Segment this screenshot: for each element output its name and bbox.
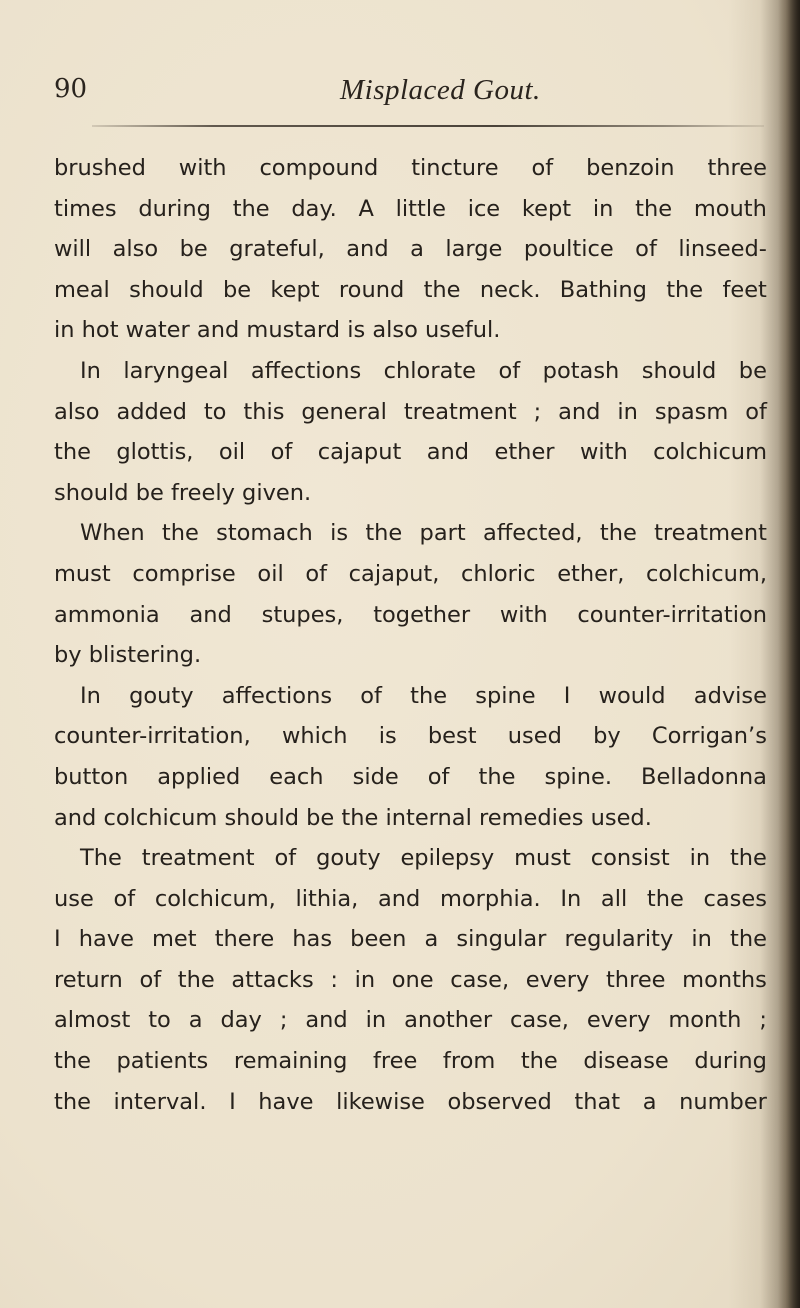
- text-line: [54, 270, 767, 311]
- word: the: [232, 195, 270, 222]
- word: the: [729, 845, 767, 872]
- word: ;: [533, 398, 542, 425]
- word: every: [525, 966, 590, 993]
- word: should: [641, 357, 717, 384]
- word: lithia,: [295, 885, 359, 912]
- page-header: [0, 74, 800, 114]
- word: of: [531, 155, 554, 181]
- page-number: 90: [54, 74, 88, 104]
- word: gouty: [316, 845, 381, 872]
- word: ;: [759, 1007, 767, 1034]
- word: of: [360, 682, 382, 709]
- word: of: [274, 845, 297, 872]
- paragraph-first-line: [54, 513, 767, 554]
- word: linseed-: [678, 236, 767, 263]
- word: chlorate: [383, 357, 477, 384]
- word: the: [54, 439, 91, 466]
- word: be: [738, 357, 767, 384]
- word: three: [707, 155, 767, 181]
- word: use: [54, 885, 94, 912]
- word: this: [243, 398, 285, 425]
- word: interval.: [113, 1088, 207, 1115]
- word: met: [152, 926, 197, 953]
- paragraph-first-line: [54, 676, 767, 717]
- word: neck.: [479, 276, 541, 303]
- word: with: [579, 439, 628, 466]
- word: laryngeal: [123, 357, 229, 384]
- word: of: [427, 763, 450, 790]
- word: there: [214, 926, 275, 953]
- word: likewise: [336, 1088, 425, 1115]
- word: attacks: [231, 966, 314, 993]
- word: affections: [221, 682, 333, 709]
- word: colchicum: [653, 439, 767, 466]
- word: all: [600, 885, 628, 912]
- word: Corrigan’s: [651, 723, 767, 750]
- word: affected,: [482, 520, 583, 547]
- word: epilepsy: [400, 845, 495, 872]
- word: ether,: [557, 560, 625, 587]
- word: glottis,: [116, 439, 194, 466]
- text-line: [54, 919, 767, 960]
- text-line: [54, 229, 767, 270]
- text-line: in hot water and mustard is also useful.: [54, 317, 501, 344]
- word: the: [520, 1048, 558, 1075]
- word: ice: [467, 195, 501, 222]
- word: by: [593, 723, 621, 750]
- word: In: [80, 682, 101, 709]
- word: with: [178, 155, 227, 181]
- word: In: [80, 357, 101, 384]
- text-line: [54, 960, 767, 1001]
- text-line: [54, 716, 767, 757]
- word: cases: [703, 885, 767, 912]
- word: is: [330, 520, 349, 547]
- word: mouth: [693, 195, 767, 222]
- word: three: [605, 966, 666, 993]
- word: in: [689, 845, 711, 872]
- word: the: [177, 966, 215, 993]
- word: treatment: [141, 845, 255, 872]
- word: meal: [54, 276, 110, 303]
- text-line: [54, 1041, 767, 1082]
- word: oil: [218, 439, 246, 466]
- word: little: [395, 195, 446, 222]
- word: tincture: [411, 155, 499, 181]
- word: that: [574, 1088, 621, 1115]
- word: added: [116, 398, 187, 425]
- word: spasm: [654, 398, 729, 425]
- word: also: [54, 398, 100, 425]
- paragraph-first-line: [54, 351, 767, 392]
- word: the: [635, 195, 673, 222]
- word: is: [378, 723, 397, 750]
- word: to: [203, 398, 227, 425]
- word: free: [373, 1048, 418, 1075]
- word: In: [560, 885, 582, 912]
- word: side: [352, 763, 399, 790]
- word: affections: [250, 357, 362, 384]
- text-line: [54, 432, 767, 473]
- header-rule: [92, 125, 764, 127]
- word: When: [80, 520, 145, 547]
- text-line: [54, 1082, 767, 1123]
- word: round: [338, 276, 405, 303]
- text-line: [54, 1000, 767, 1041]
- word: the: [478, 763, 516, 790]
- word: almost: [54, 1007, 131, 1034]
- word: would: [598, 682, 666, 709]
- word: has: [292, 926, 333, 953]
- word: gouty: [129, 682, 194, 709]
- word: treatment: [654, 520, 767, 547]
- word: large: [445, 236, 503, 263]
- word: the: [54, 1088, 91, 1115]
- word: the: [161, 520, 199, 547]
- word: and: [558, 398, 601, 425]
- word: should: [129, 276, 204, 303]
- word: remaining: [233, 1048, 348, 1075]
- word: of: [498, 357, 521, 384]
- word: counter-irritation: [577, 601, 767, 628]
- word: colchicum,: [646, 560, 767, 587]
- word: I: [54, 926, 61, 953]
- word: kept: [270, 276, 320, 303]
- word: grateful,: [229, 236, 325, 263]
- word: in: [617, 398, 638, 425]
- word: in: [592, 195, 614, 222]
- word: be: [222, 276, 252, 303]
- word: ;: [279, 1007, 288, 1034]
- word: a: [642, 1088, 657, 1115]
- word: to: [148, 1007, 171, 1034]
- word: and: [377, 885, 421, 912]
- word: cajaput,: [348, 560, 440, 587]
- text-line: [54, 392, 767, 433]
- word: from: [442, 1048, 496, 1075]
- word: observed: [447, 1088, 552, 1115]
- word: a: [188, 1007, 203, 1034]
- word: oil: [257, 560, 284, 587]
- word: must: [514, 845, 571, 872]
- word: which: [281, 723, 348, 750]
- word: kept: [521, 195, 572, 222]
- word: spine: [475, 682, 536, 709]
- word: the: [730, 926, 767, 953]
- word: Belladonna: [641, 763, 767, 790]
- word: feet: [722, 276, 767, 303]
- word: advise: [693, 682, 767, 709]
- word: during: [138, 195, 211, 222]
- word: stomach: [216, 520, 313, 547]
- word: I: [229, 1088, 236, 1115]
- word: colchicum,: [154, 885, 276, 912]
- word: the: [599, 520, 637, 547]
- word: of: [113, 885, 136, 912]
- word: the: [646, 885, 684, 912]
- word: been: [350, 926, 407, 953]
- word: of: [270, 439, 293, 466]
- word: of: [139, 966, 162, 993]
- word: brushed: [54, 155, 146, 181]
- word: in: [365, 1007, 387, 1034]
- word: potash: [542, 357, 620, 384]
- word: the: [666, 276, 704, 303]
- word: must: [54, 560, 111, 587]
- word: be: [179, 236, 208, 263]
- word: part: [419, 520, 466, 547]
- word: and: [189, 601, 232, 628]
- word: ether: [494, 439, 555, 466]
- word: the: [423, 276, 461, 303]
- word: return: [54, 966, 123, 993]
- word: every: [586, 1007, 651, 1034]
- word: day.: [291, 195, 337, 222]
- word: the: [410, 682, 448, 709]
- word: Bathing: [559, 276, 647, 303]
- word: counter-irritation,: [54, 723, 251, 750]
- word: number: [679, 1088, 767, 1115]
- word: also: [112, 236, 159, 263]
- word: month: [668, 1007, 742, 1034]
- word: stupes,: [261, 601, 344, 628]
- word: ammonia: [54, 601, 160, 628]
- word: applied: [157, 763, 241, 790]
- running-title: Misplaced Gout.: [340, 74, 541, 106]
- word: singular: [456, 926, 547, 953]
- word: case,: [510, 1007, 569, 1034]
- word: together: [373, 601, 471, 628]
- word: a: [410, 236, 424, 263]
- word: cajaput: [317, 439, 402, 466]
- word: general: [301, 398, 387, 425]
- word: The: [80, 845, 122, 872]
- text-line: [54, 148, 767, 189]
- word: consist: [590, 845, 670, 872]
- word: compound: [259, 155, 379, 181]
- word: another: [404, 1007, 493, 1034]
- word: the: [54, 1048, 91, 1075]
- word: the: [365, 520, 403, 547]
- word: best: [427, 723, 477, 750]
- word: comprise: [132, 560, 236, 587]
- word: each: [269, 763, 324, 790]
- paragraph-first-line: [54, 838, 767, 879]
- word: in: [354, 966, 376, 993]
- text-line: [54, 595, 767, 636]
- body-text: [54, 148, 767, 1122]
- word: treatment: [403, 398, 517, 425]
- word: of: [745, 398, 767, 425]
- text-line: and colchicum should be the internal remedies used.: [54, 804, 652, 831]
- word: and: [305, 1007, 348, 1034]
- text-line: [54, 554, 767, 595]
- word: one: [391, 966, 434, 993]
- text-line: should be freely given.: [54, 479, 312, 506]
- word: case,: [450, 966, 510, 993]
- word: have: [258, 1088, 314, 1115]
- word: patients: [116, 1048, 209, 1075]
- word: times: [54, 195, 117, 222]
- word: will: [54, 236, 92, 263]
- word: :: [330, 966, 338, 993]
- word: have: [78, 926, 134, 953]
- text-line: [54, 757, 767, 798]
- word: a: [424, 926, 439, 953]
- word: button: [54, 763, 129, 790]
- word: spine.: [544, 763, 612, 790]
- word: used: [507, 723, 562, 750]
- text-line: [54, 879, 767, 920]
- word: in: [691, 926, 712, 953]
- word: A: [358, 195, 374, 222]
- word: day: [220, 1007, 262, 1034]
- word: with: [499, 601, 548, 628]
- word: and: [346, 236, 389, 263]
- word: during: [694, 1048, 767, 1075]
- word: of: [305, 560, 328, 587]
- text-line: [54, 189, 767, 230]
- word: and: [426, 439, 470, 466]
- word: of: [635, 236, 657, 263]
- word: benzoin: [586, 155, 675, 181]
- page-edge-shadow: [778, 0, 800, 1308]
- text-line: by blistering.: [54, 642, 202, 669]
- word: poultice: [523, 236, 614, 263]
- word: regularity: [564, 926, 674, 953]
- word: morphia.: [439, 885, 541, 912]
- word: months: [682, 966, 767, 993]
- word: chloric: [461, 560, 536, 587]
- word: disease: [583, 1048, 669, 1075]
- word: I: [563, 682, 571, 709]
